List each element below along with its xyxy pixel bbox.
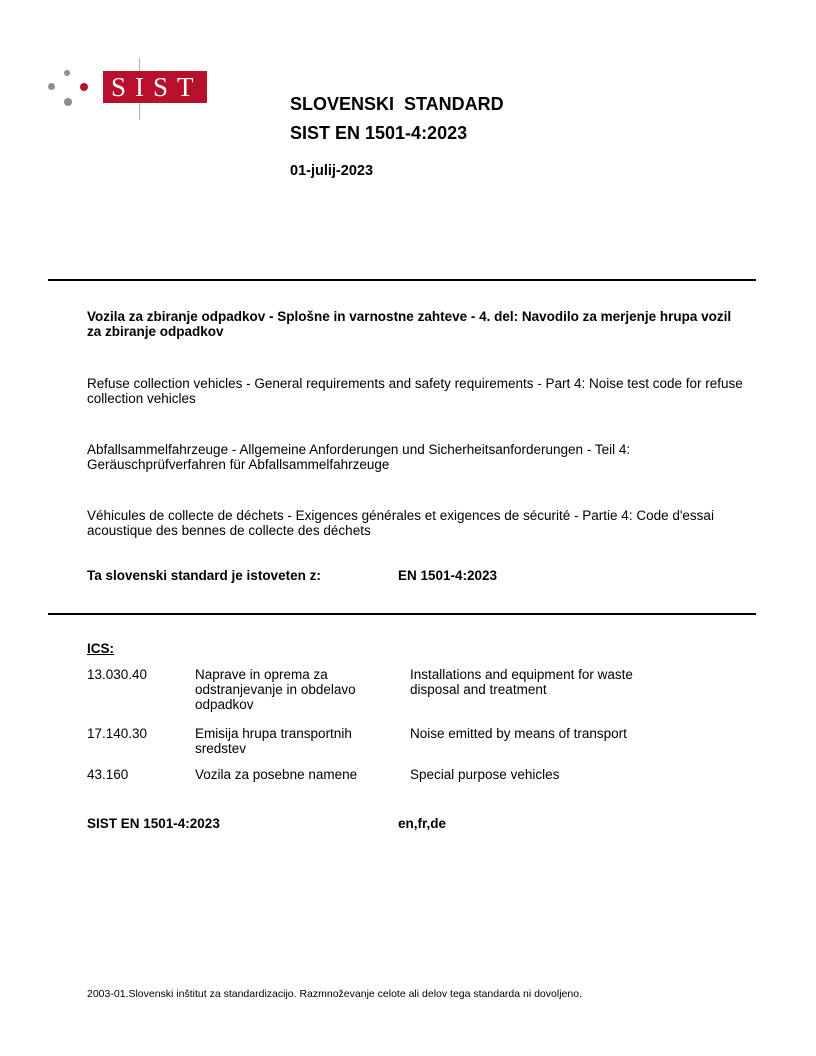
logo-dot-grey-left: [48, 83, 55, 90]
copyright-notice: 2003-01.Slovenski inštitut za standardizacijo. Razmnoževanje celote ali delov tega standarda ni dovoljeno.: [87, 988, 582, 1000]
ics-description-en: Noise emitted by means of transport: [410, 726, 627, 741]
ics-code: 17.140.30: [87, 726, 148, 741]
ics-description-en: Special purpose vehicles: [410, 767, 560, 782]
footer-languages: en,fr,de: [398, 816, 447, 831]
ics-code: 13.030.40: [87, 667, 148, 682]
middle-divider: [48, 613, 756, 615]
logo-wordmark: SIST: [103, 71, 207, 103]
identity-label: Ta slovenski standard je istoveten z:: [87, 568, 321, 583]
header-standard-number: SIST EN 1501-4:2023: [290, 123, 468, 143]
ics-description-sl: Emisija hrupa transportnih sredstev: [195, 726, 352, 756]
footer-standard-number: SIST EN 1501-4:2023: [87, 816, 220, 831]
title-french: Véhicules de collecte de déchets - Exigences générales et exigences de sécurité - Partie 4: Code d'essai acoustique des bennes de collecte des déchets: [87, 508, 714, 538]
ics-description-en: Installations and equipment for waste disposal and treatment: [410, 667, 633, 697]
ics-description-sl: Naprave in oprema za odstranjevanje in obdelavo odpadkov: [195, 667, 356, 712]
ics-description-sl: Vozila za posebne namene: [195, 767, 358, 782]
header-line1: SLOVENSKI STANDARD: [290, 94, 504, 114]
ics-title: ICS:: [87, 641, 114, 656]
logo-dot-red: [80, 83, 88, 91]
logo-dot-grey-top: [64, 70, 70, 76]
title-slovenian: Vozila za zbiranje odpadkov - Splošne in varnostne zahteve - 4. del: Navodilo za merjenje hrupa vozil za zbiranje odpadkov: [87, 309, 732, 339]
top-divider: [48, 279, 756, 281]
header-date: 01-julij-2023: [290, 163, 374, 179]
title-german: Abfallsammelfahrzeuge - Allgemeine Anforderungen und Sicherheitsanforderungen - Teil 4: Geräuschprüfverfahren für Abfallsammelfahrzeuge: [87, 442, 631, 472]
sist-logo: [46, 58, 216, 120]
ics-code: 43.160: [87, 767, 129, 782]
title-english: Refuse collection vehicles - General requirements and safety requirements - Part 4: Noise test code for refuse collection vehicles: [87, 376, 743, 406]
identity-value: EN 1501-4:2023: [398, 568, 498, 583]
logo-dot-grey-bottom: [64, 98, 72, 106]
